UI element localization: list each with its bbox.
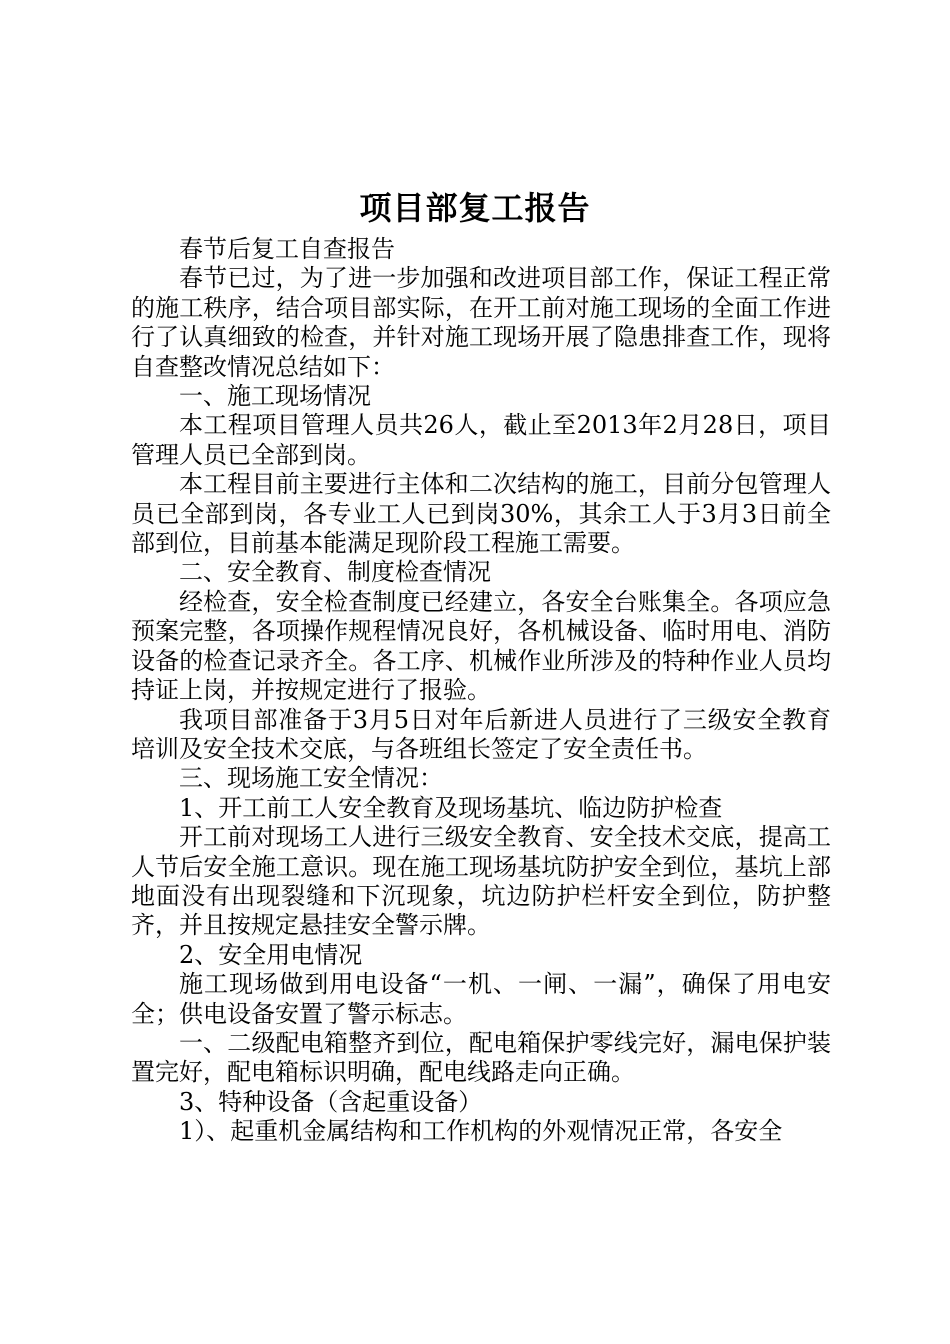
paragraph-electricity: 施工现场做到用电设备“一机、一闸、一漏”，确保了用电安全；供电设备安置了警示标志。 bbox=[131, 970, 831, 1028]
paragraph-training: 我项目部准备于3月5日对年后新进人员进行了三级安全教育培训及安全技术交底，与各班组长签定了安全责任书。 bbox=[131, 705, 831, 763]
paragraph-workers: 本工程目前主要进行主体和二次结构的施工，目前分包管理人员已全部到岗，各专业工人已到岗30%，其余工人于3月3日前全部到位，目前基本能满足现阶段工程施工需要。 bbox=[131, 470, 831, 558]
paragraph-inspection: 经检查，安全检查制度已经建立，各安全台账集全。各项应急预案完整，各项操作规程情况良好，各机械设备、临时用电、消防设备的检查记录齐全。各工序、机械作业所涉及的特种作业人员均持证上岗，并按规定进行了报验。 bbox=[131, 587, 831, 705]
subheading-pit-protection: 1、开工前工人安全教育及现场基坑、临边防护检查 bbox=[179, 793, 723, 822]
paragraph-staff: 本工程项目管理人员共26人，截止至2013年2月28日，项目管理人员已全部到岗。 bbox=[131, 411, 831, 469]
subheading-special-equipment: 3、特种设备（含起重设备） bbox=[179, 1087, 483, 1116]
paragraph-distribution-box: 一、二级配电箱整齐到位，配电箱保护零线完好，漏电保护装置完好，配电箱标识明确，配电线路走向正确。 bbox=[131, 1028, 831, 1087]
paragraph-intro: 春节已过，为了进一步加强和改进项目部工作，保证工程正常的施工秩序，结合项目部实际，在开工前对施工现场的全面工作进行了认真细致的检查，并针对施工现场开展了隐患排查工作，现将自查整改情况总结如下： bbox=[131, 264, 831, 381]
document-title: 项目部复工报告 bbox=[359, 189, 591, 227]
paragraph-pit-protection: 开工前对现场工人进行三级安全教育、安全技术交底，提高工人节后安全施工意识。现在施工现场基坑防护安全到位，基坑上部地面没有出现裂缝和下沉现象，坑边防护栏杆安全到位，防护整齐，并且按规定悬挂安全警示牌。 bbox=[131, 823, 831, 940]
paragraph-crane: 1）、起重机金属结构和工作机构的外观情况正常，各安全 bbox=[179, 1117, 783, 1146]
document-body bbox=[131, 235, 831, 1147]
subheading-electricity: 2、安全用电情况 bbox=[179, 940, 363, 969]
paragraph-subtitle: 春节后复工自查报告 bbox=[179, 235, 395, 263]
section-heading-safety: 三、现场施工安全情况： bbox=[179, 764, 443, 793]
section-heading-site: 一、施工现场情况 bbox=[179, 382, 371, 411]
section-heading-education: 二、安全教育、制度检查情况 bbox=[179, 558, 491, 587]
